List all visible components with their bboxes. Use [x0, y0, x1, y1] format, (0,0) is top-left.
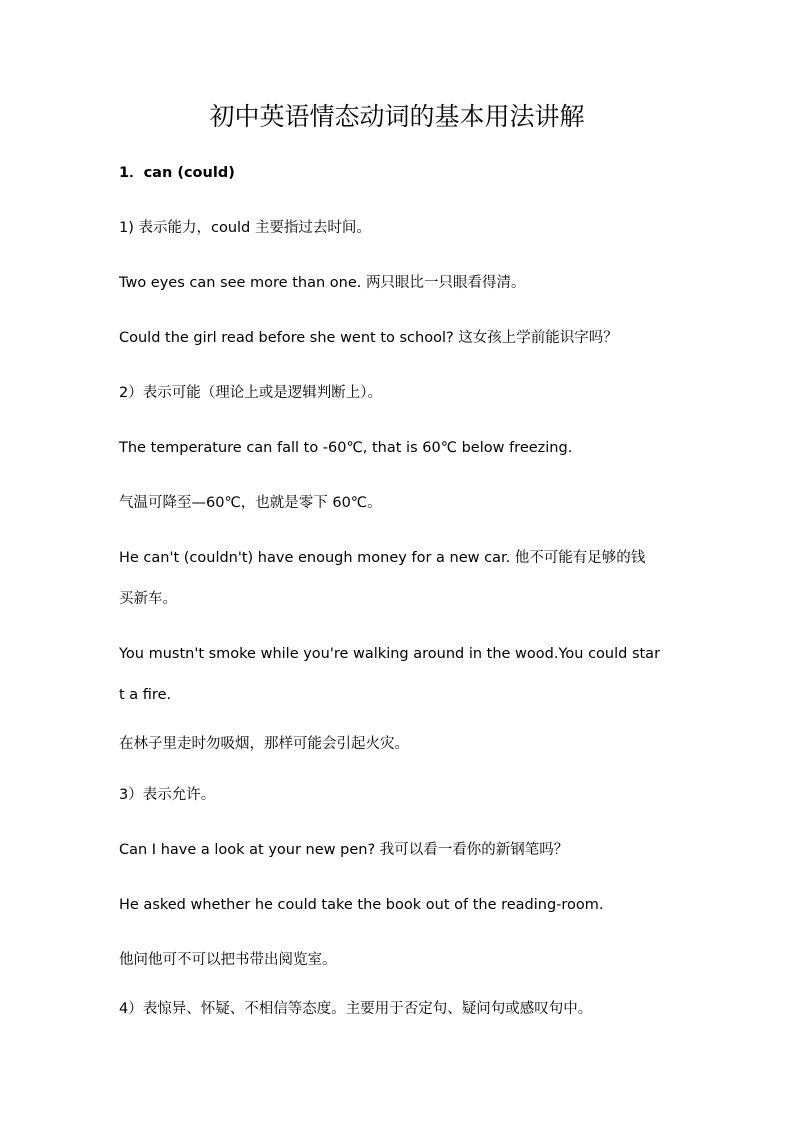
paragraph-line: He can't (couldn't) have enough money for a new car. 他不可能有足够的钱 — [119, 550, 646, 566]
paragraph-line: The temperature can fall to -60℃, that is 60℃ below freezing. — [119, 440, 573, 456]
paragraph-line: 3）表示允许。 — [119, 787, 216, 803]
paragraph-line: Two eyes can see more than one. 两只眼比一只眼看得清。 — [119, 275, 526, 291]
paragraph-line: 气温可降至—60℃，也就是零下 60℃。 — [119, 495, 382, 511]
paragraph-line: 1) 表示能力，could 主要指过去时间。 — [119, 220, 371, 236]
paragraph-line: Can I have a look at your new pen? 我可以看一看你的新钢笔吗？ — [119, 842, 569, 858]
paragraph-line: t a fire. — [119, 687, 172, 703]
section-heading-can: 1．can (could) — [119, 165, 235, 181]
paragraph-line: Could the girl read before she went to school? 这女孩上学前能识字吗？ — [119, 330, 618, 346]
paragraph-line: 买新车。 — [119, 591, 177, 607]
paragraph-line: 4）表惊异、怀疑、不相信等态度。主要用于否定句、疑问句或感叹句中。 — [119, 1001, 593, 1017]
paragraph-line: He asked whether he could take the book out of the reading-room. — [119, 897, 604, 913]
paragraph-line: You mustn't smoke while you're walking around in the wood.You could star — [119, 646, 661, 662]
page-title: 初中英语情态动词的基本用法讲解 — [209, 102, 585, 131]
paragraph-line: 他问他可不可以把书带出阅览室。 — [119, 952, 337, 968]
paragraph-line: 2）表示可能（理论上或是逻辑判断上）。 — [119, 385, 382, 401]
paragraph-line: 在林子里走时勿吸烟，那样可能会引起火灾。 — [119, 736, 409, 752]
